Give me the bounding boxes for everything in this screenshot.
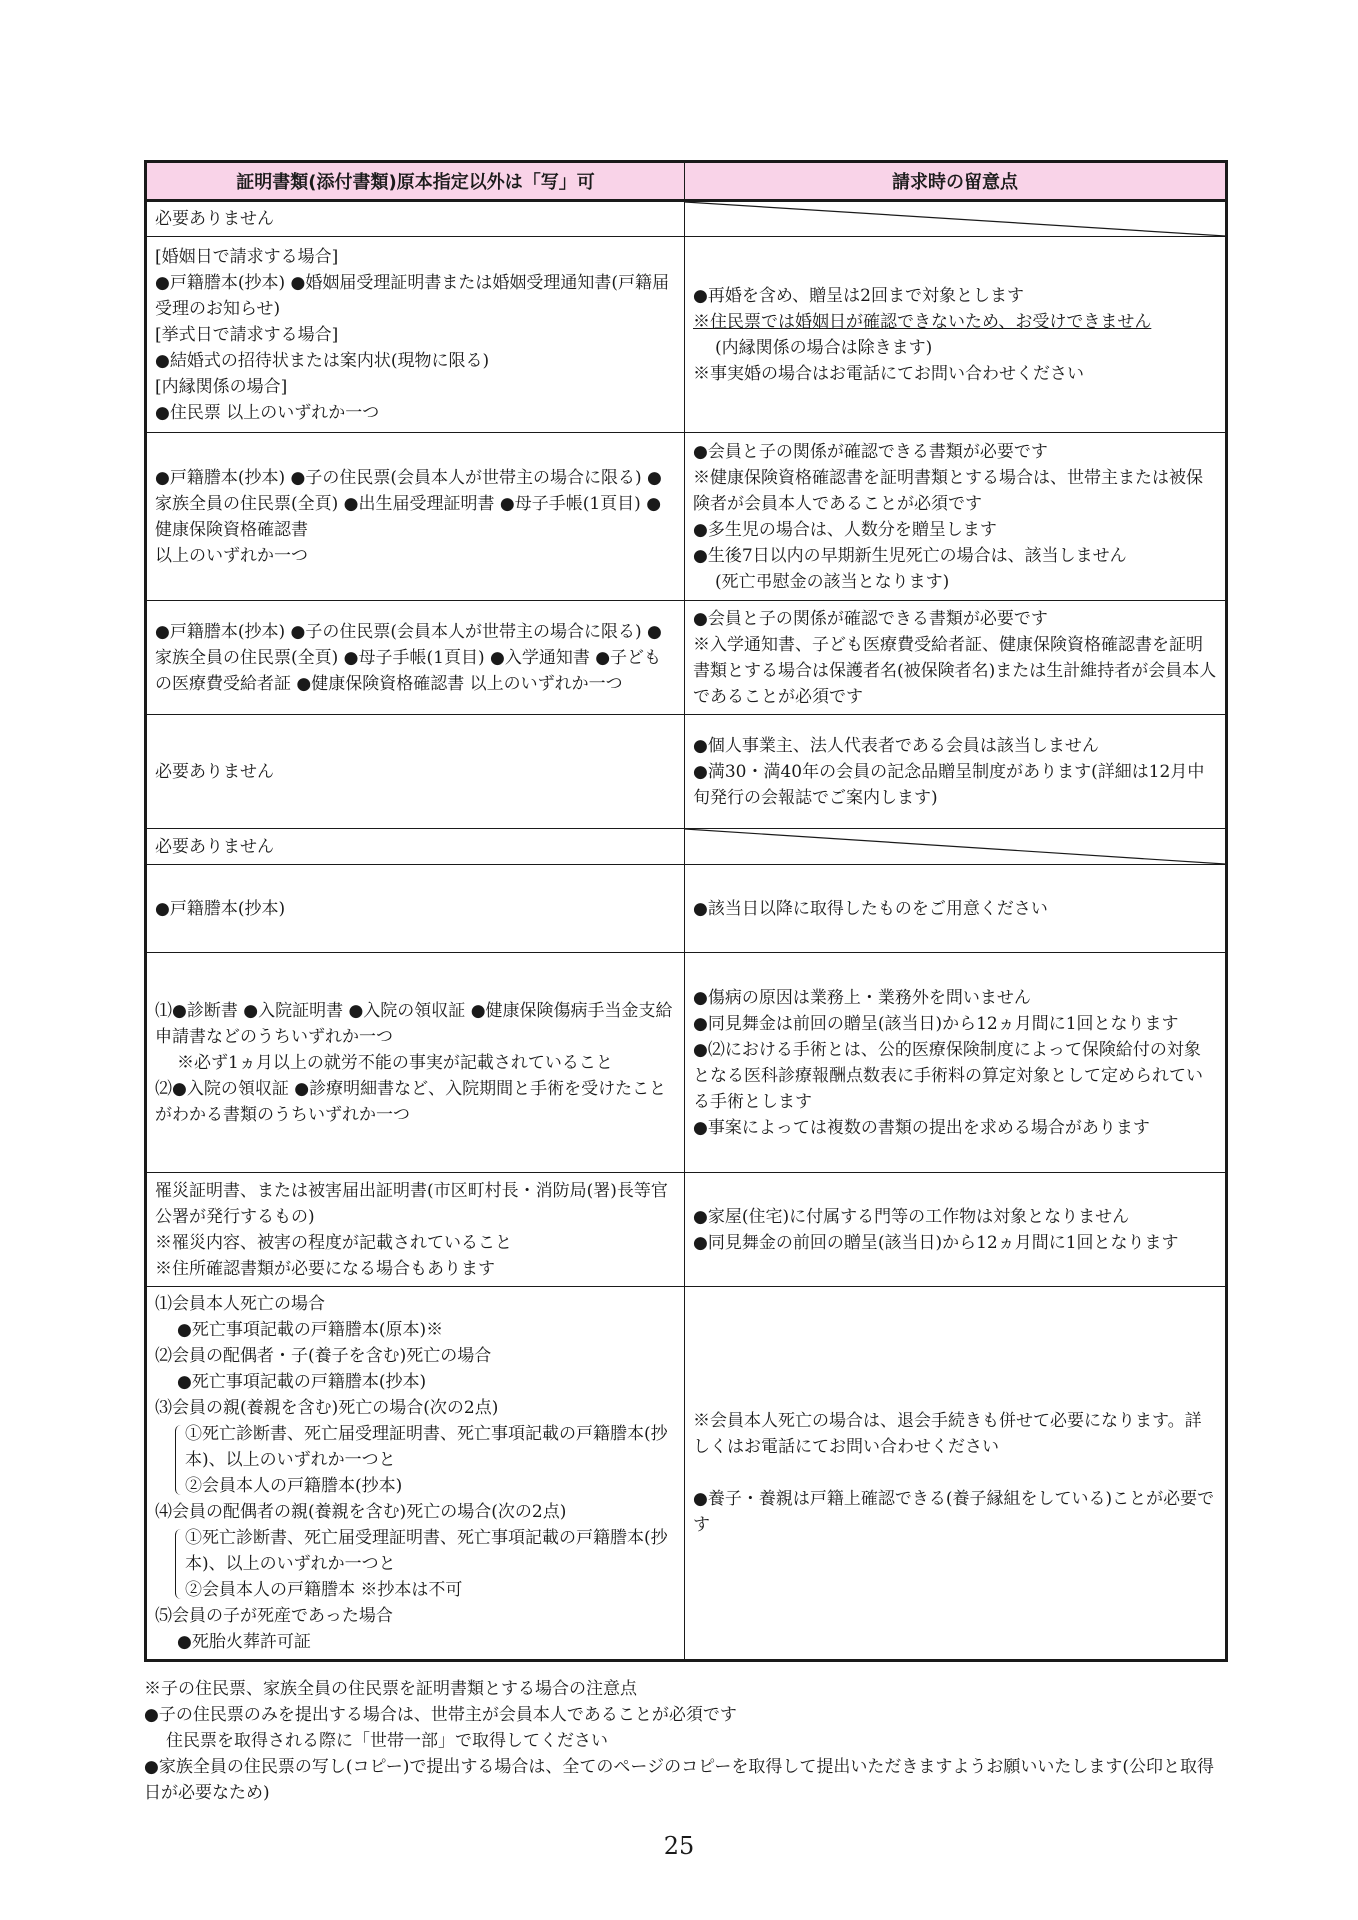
cell-line: ①死亡診断書、死亡届受理証明書、死亡事項記載の戸籍謄本(抄本)、以上のいずれか一つと (185, 1528, 668, 1574)
documents-cell (146, 865, 685, 953)
table-row (146, 237, 1227, 433)
table-row (146, 601, 1227, 715)
cell-line: ●傷病の原因は業務上・業務外を問いません (693, 987, 1031, 1008)
empty-notes-cell (685, 829, 1227, 865)
documents-cell (146, 601, 685, 715)
cell-line: ●家屋(住宅)に付属する門等の工作物は対象となりません (693, 1206, 1130, 1227)
footnote-line: 住民票を取得される際に「世帯一部」で取得してください (166, 1731, 608, 1751)
cell-line: ●生後7日以内の早期新生児死亡の場合は、該当しません (693, 545, 1127, 566)
footnote-line: ●家族全員の住民票の写し(コピー)で提出する場合は、全てのページのコピーを取得して提出いただきますようお願いいたします(公印と取得日が必要なため) (144, 1757, 1215, 1803)
cell-line: (内縁関係の場合は除きます) (715, 337, 933, 358)
diagonal-slash (685, 829, 1225, 864)
cell-line: ●住民票 以上のいずれか一つ (155, 402, 380, 423)
notes-cell (685, 1173, 1227, 1287)
notes-cell (685, 1287, 1227, 1661)
cell-line: ●死亡事項記載の戸籍謄本(抄本) (177, 1372, 427, 1392)
brace-group (155, 1525, 676, 1603)
empty-notes-cell (685, 201, 1227, 237)
table-row (146, 715, 1227, 829)
cell-line: ※会員本人死亡の場合は、退会手続きも併せて必要になります。詳しくはお電話にてお問い合わせください (693, 1411, 1202, 1457)
cell-line: ●会員と子の関係が確認できる書類が必要です (693, 441, 1048, 462)
cell-line: ※住民票では婚姻日が確認できないため、お受けできません (693, 311, 1152, 332)
cell-line: [婚姻日で請求する場合] (155, 246, 339, 267)
notes-cell (685, 715, 1227, 829)
cell-line: ●満30・満40年の会員の記念品贈呈制度があります(詳細は12月中旬発行の会報誌でご案内します) (693, 761, 1205, 808)
notes-cell (685, 237, 1227, 433)
documents-cell (146, 715, 685, 829)
table-row (146, 433, 1227, 601)
cell-line: ●会員と子の関係が確認できる書類が必要です (693, 608, 1048, 629)
cell-line: ●個人事業主、法人代表者である会員は該当しません (693, 735, 1099, 756)
documents-cell (146, 201, 685, 237)
cell-line: ※罹災内容、被害の程度が記載されていること (155, 1232, 512, 1253)
cell-line: ※住所確認書類が必要になる場合もあります (155, 1258, 495, 1279)
cell-line: ※必ず1ヵ月以上の就労不能の事実が記載されていること (177, 1052, 613, 1073)
table-header-row (146, 162, 1227, 201)
documents-cell (146, 237, 685, 433)
cell-line: ②会員本人の戸籍謄本(抄本) (185, 1476, 403, 1496)
cell-line: ●戸籍謄本(抄本) (155, 898, 286, 919)
footnote-line: ※子の住民票、家族全員の住民票を証明書類とする場合の注意点 (144, 1679, 637, 1699)
cell-line: 必要ありません (155, 761, 274, 782)
cell-line: ●該当日以降に取得したものをご用意ください (693, 898, 1048, 919)
page-number: 25 (663, 1832, 695, 1860)
documents-cell (146, 953, 685, 1173)
header-documents: 証明書類(添付書類)原本指定以外は「写」可 (146, 162, 685, 201)
cell-line: ⑵●入院の領収証 ●診療明細書など、入院期間と手術を受けたことがわかる書類のうちいずれか一つ (155, 1078, 667, 1125)
header-notes: 請求時の留意点 (685, 162, 1227, 201)
cell-line: ※健康保険資格確認書を証明書類とする場合は、世帯主または被保険者が会員本人であることが必須です (693, 467, 1203, 514)
brace-group (155, 1421, 676, 1499)
cell-line: [挙式日で請求する場合] (155, 324, 339, 345)
cell-line: ●死胎火葬許可証 (177, 1632, 311, 1652)
footnotes (144, 1676, 1225, 1806)
cell-line: ※入学通知書、子ども医療費受給者証、健康保険資格確認書を証明書類とする場合は保護者名(被保険者名)または生計維持者が会員本人であることが必須です (693, 634, 1217, 707)
table-row (146, 201, 1227, 237)
benefit-documents-table (144, 160, 1228, 1662)
cell-line: ⑶会員の親(養親を含む)死亡の場合(次の2点) (155, 1398, 499, 1418)
table-row (146, 953, 1227, 1173)
documents-cell (146, 433, 685, 601)
diagonal-slash (685, 202, 1225, 236)
cell-line: ●戸籍謄本(抄本) ●婚姻届受理証明書または婚姻受理通知書(戸籍届受理のお知らせ) (155, 272, 669, 319)
cell-line: 罹災証明書、または被害届出証明書(市区町村長・消防局(署)長等官公署が発行するもの) (155, 1180, 668, 1227)
cell-line: ●多生児の場合は、人数分を贈呈します (693, 519, 997, 540)
cell-line: ●戸籍謄本(抄本) ●子の住民票(会員本人が世帯主の場合に限る) ●家族全員の住民票(全頁) ●母子手帳(1頁目) ●入学通知書 ●子どもの医療費受給者証 ●健康保険資格確認書 以上のいずれか一つ (155, 621, 662, 694)
cell-line: ●養子・養親は戸籍上確認できる(養子縁組をしている)ことが必要です (693, 1489, 1215, 1535)
notes-cell (685, 433, 1227, 601)
cell-line: ※事実婚の場合はお電話にてお問い合わせください (693, 363, 1084, 384)
cell-line: 以上のいずれか一つ (155, 545, 308, 566)
cell-line: ②会員本人の戸籍謄本 ※抄本は不可 (185, 1580, 463, 1600)
notes-cell (685, 953, 1227, 1173)
cell-line: (死亡弔慰金の該当となります) (715, 571, 950, 592)
cell-line: [内縁関係の場合] (155, 376, 288, 397)
cell-line: ●同見舞金の前回の贈呈(該当日)から12ヵ月間に1回となります (693, 1232, 1179, 1253)
cell-line: ●事案によっては複数の書類の提出を求める場合があります (693, 1117, 1150, 1138)
table-row (146, 1287, 1227, 1661)
cell-line: ●結婚式の招待状または案内状(現物に限る) (155, 350, 490, 371)
cell-line: ①死亡診断書、死亡届受理証明書、死亡事項記載の戸籍謄本(抄本)、以上のいずれか一つと (185, 1424, 668, 1470)
cell-line: ⑸会員の子が死産であった場合 (155, 1606, 393, 1626)
table-row (146, 829, 1227, 865)
spacer (693, 1460, 1217, 1486)
documents-cell (146, 1173, 685, 1287)
cell-line: ●再婚を含め、贈呈は2回まで対象とします (693, 285, 1024, 306)
cell-line: 必要ありません (155, 209, 274, 229)
table-row (146, 865, 1227, 953)
cell-line: ●戸籍謄本(抄本) ●子の住民票(会員本人が世帯主の場合に限る) ●家族全員の住民票(全頁) ●出生届受理証明書 ●母子手帳(1頁目) ●健康保険資格確認書 (155, 467, 662, 540)
cell-line: ●⑵における手術とは、公的医療保険制度によって保険給付の対象となる医科診療報酬点数表に手術料の算定対象として定められている手術とします (693, 1039, 1203, 1112)
cell-line: ⑵会員の配偶者・子(養子を含む)死亡の場合 (155, 1346, 492, 1366)
documents-cell (146, 829, 685, 865)
documents-cell (146, 1287, 685, 1661)
cell-line: 必要ありません (155, 836, 274, 857)
cell-line: ⑷会員の配偶者の親(養親を含む)死亡の場合(次の2点) (155, 1502, 567, 1522)
cell-line: ⑴●診断書 ●入院証明書 ●入院の領収証 ●健康保険傷病手当金支給申請書などのうちいずれか一つ (155, 1000, 673, 1047)
cell-line: ●死亡事項記載の戸籍謄本(原本)※ (177, 1320, 444, 1340)
cell-line: ●同見舞金は前回の贈呈(該当日)から12ヵ月間に1回となります (693, 1013, 1179, 1034)
document-page (144, 160, 1225, 1806)
table-row (146, 1173, 1227, 1287)
notes-cell (685, 865, 1227, 953)
footnote-line: ●子の住民票のみを提出する場合は、世帯主が会員本人であることが必須です (144, 1705, 737, 1725)
notes-cell (685, 601, 1227, 715)
cell-line: ⑴会員本人死亡の場合 (155, 1294, 325, 1314)
